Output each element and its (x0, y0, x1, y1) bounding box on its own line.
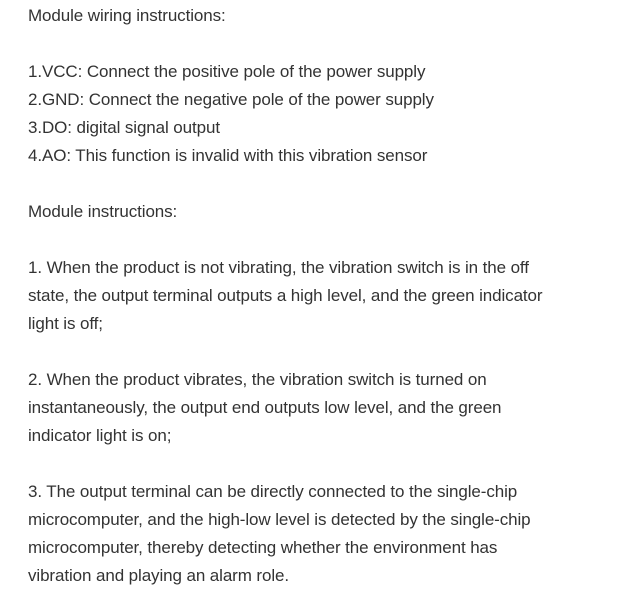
instruction-1-line: state, the output terminal outputs a high level, and the green indicator (28, 286, 543, 305)
instructions-document (28, 2, 628, 590)
instruction-3-line: microcomputer, and the high-low level is detected by the single-chip (28, 510, 531, 529)
spacer (28, 226, 628, 254)
instructions-heading: Module instructions: (28, 202, 178, 221)
instruction-3-line: 3. The output terminal can be directly connected to the single-chip (28, 482, 518, 501)
wiring-heading: Module wiring instructions: (28, 6, 226, 25)
wiring-item-vcc: 1.VCC: Connect the positive pole of the power supply (28, 62, 426, 81)
spacer (28, 170, 628, 198)
spacer (28, 450, 628, 478)
instruction-2-line: indicator light is on; (28, 426, 172, 445)
spacer (28, 30, 628, 58)
instruction-1-line: 1. When the product is not vibrating, the vibration switch is in the off (28, 258, 529, 277)
instruction-2-line: instantaneously, the output end outputs low level, and the green (28, 398, 502, 417)
instruction-1-line: light is off; (28, 314, 103, 333)
wiring-item-gnd: 2.GND: Connect the negative pole of the power supply (28, 90, 434, 109)
wiring-item-ao: 4.AO: This function is invalid with this vibration sensor (28, 146, 428, 165)
wiring-item-do: 3.DO: digital signal output (28, 118, 220, 137)
instruction-2-line: 2. When the product vibrates, the vibration switch is turned on (28, 370, 487, 389)
instruction-3-line: microcomputer, thereby detecting whether the environment has (28, 538, 498, 557)
instruction-3-line: vibration and playing an alarm role. (28, 566, 289, 585)
spacer (28, 338, 628, 366)
